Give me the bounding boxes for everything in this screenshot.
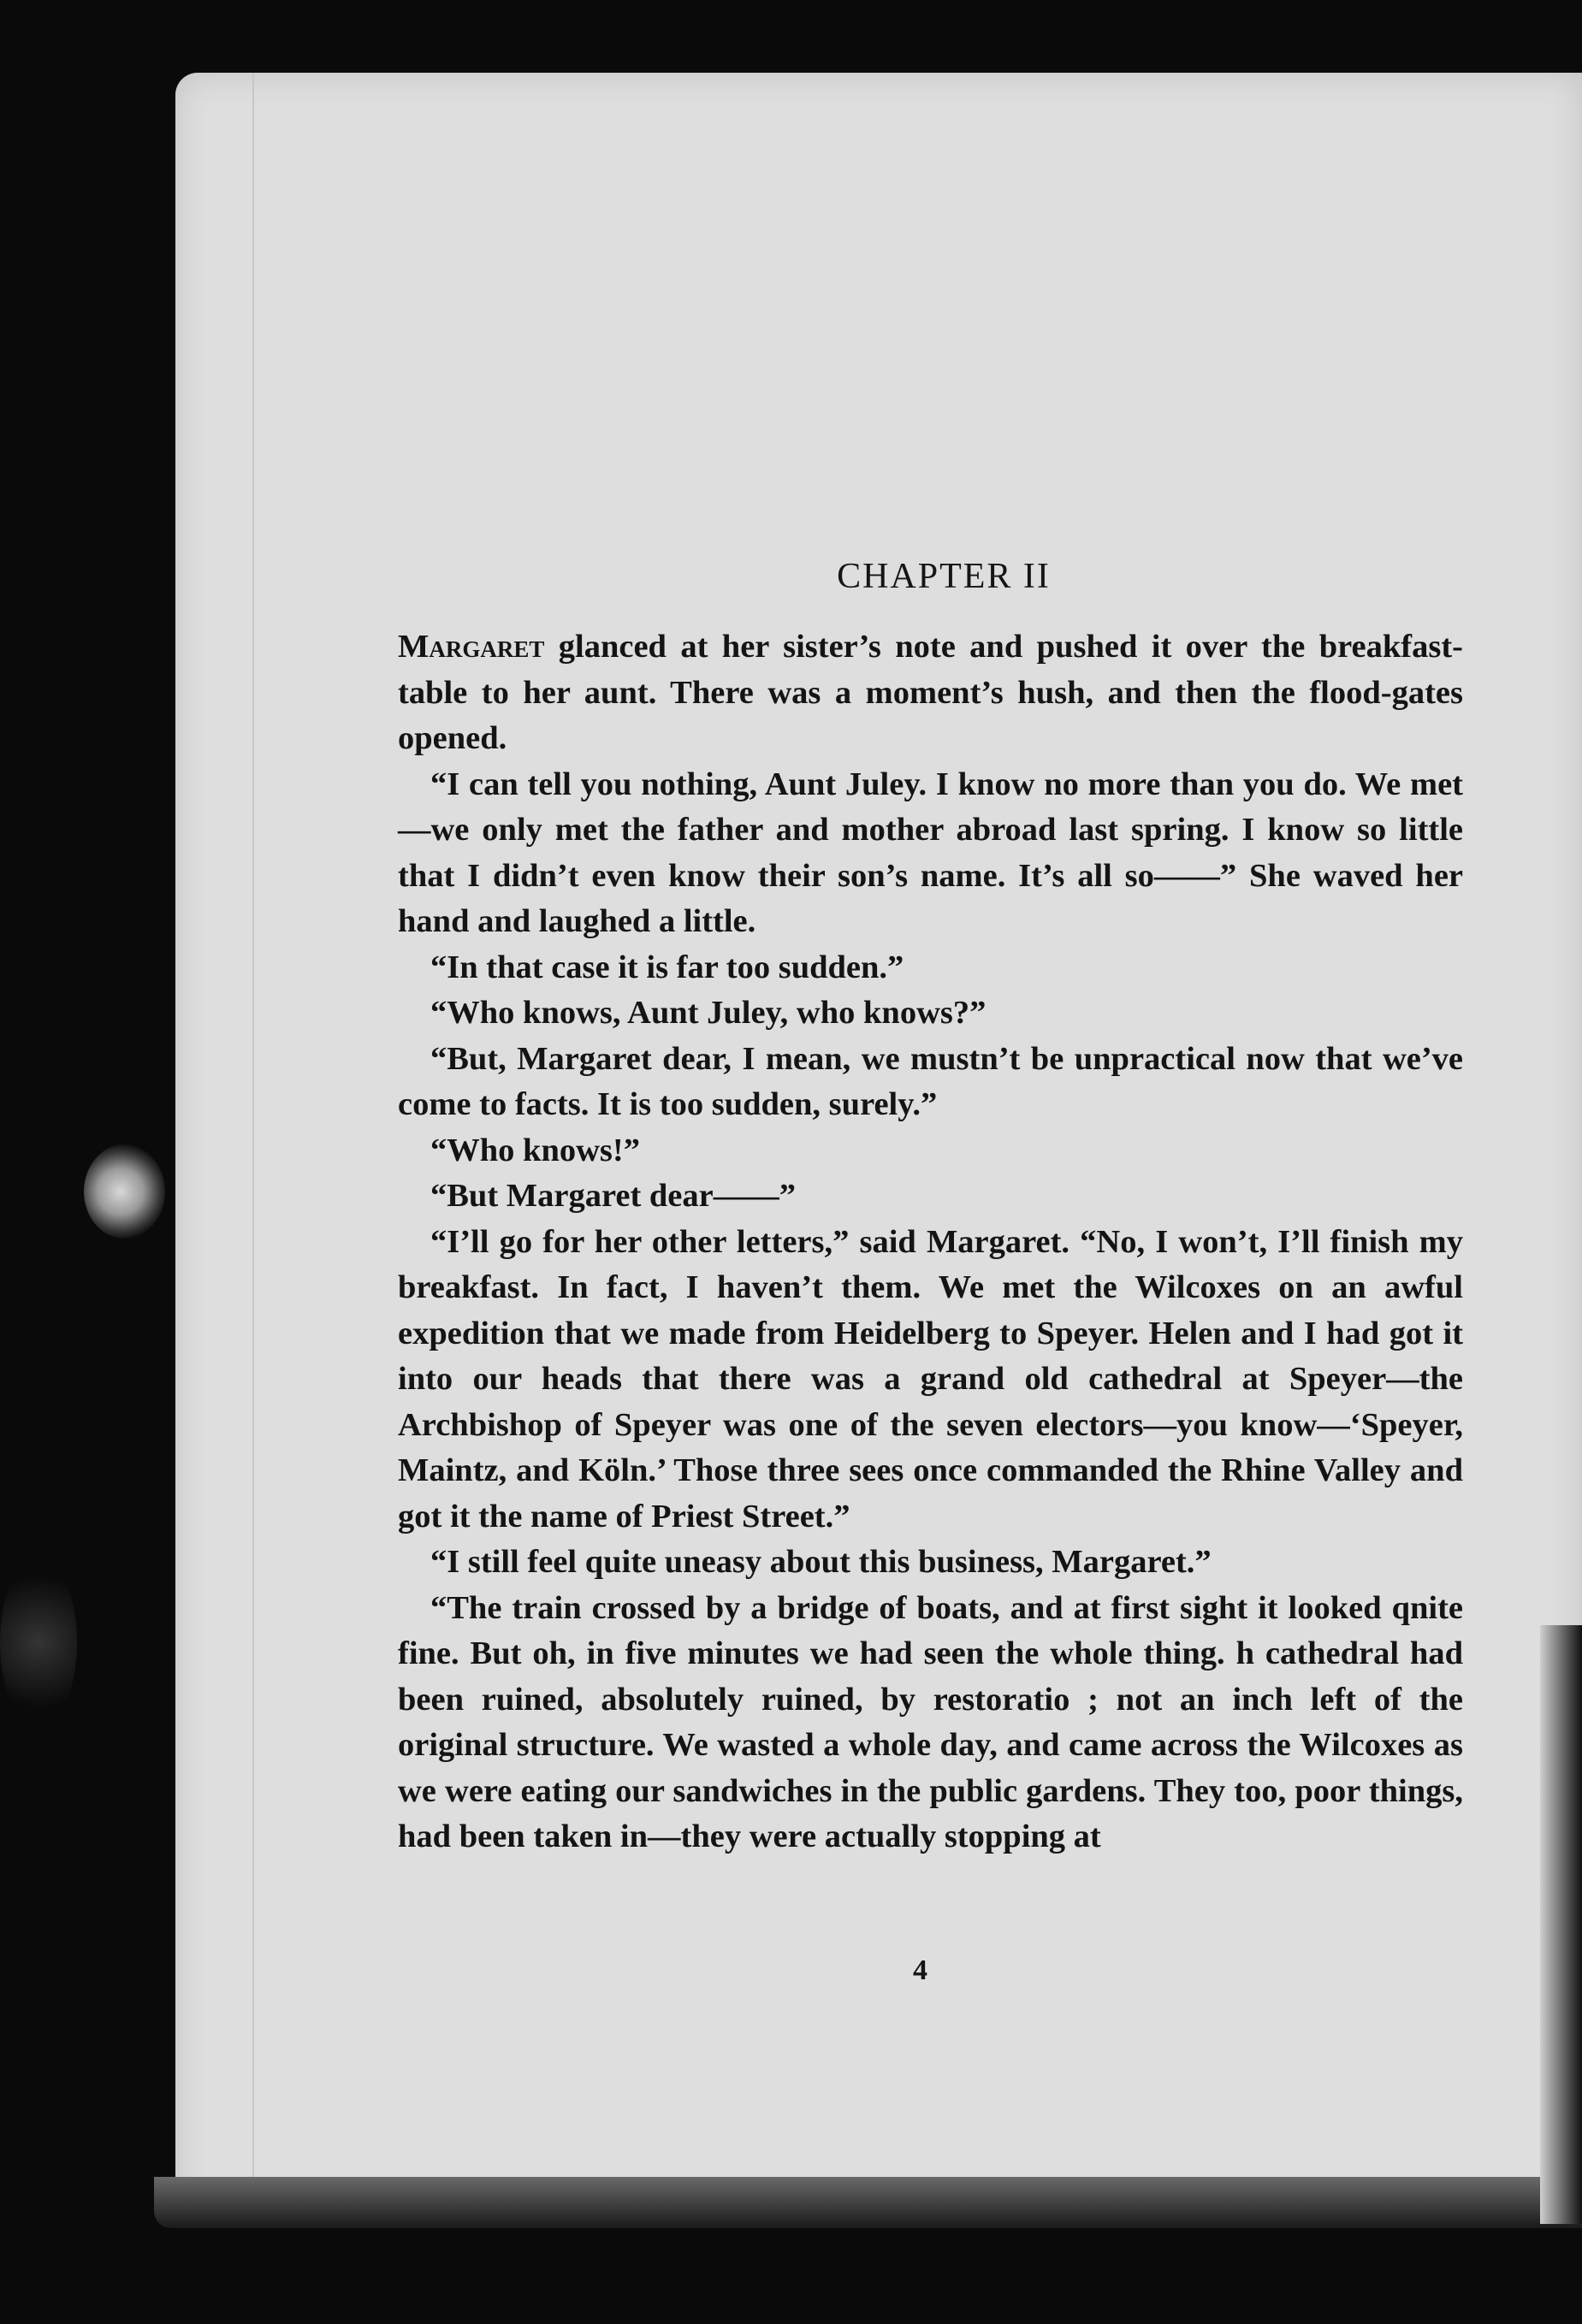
paragraph: “The train crossed by a bridge of boats, and at first sight it looked qnite fine. But oh, in five minutes we had seen the whole thing. h cathedral had been ruined, absolutely ruined, by restoratio ; not an inch left of the original structure. We wasted a whole day, and came across the Wilcoxes as we were eating our sandwiches in the public gardens. They too, poor things, had been taken in—they were actually stopping at xyxy=(398,1589,1463,1854)
paragraph: “But Margaret dear——” xyxy=(430,1178,796,1214)
chapter-title: CHAPTER II xyxy=(837,557,1051,596)
paragraph: “Who knows, Aunt Juley, who knows?” xyxy=(430,995,987,1031)
page-right-edge xyxy=(1540,1625,1582,2224)
paragraph: “Who knows!” xyxy=(430,1132,640,1168)
paragraph: “I still feel quite uneasy about this business, Margaret.” xyxy=(430,1544,1212,1580)
paragraph: “In that case it is far too sudden.” xyxy=(430,949,904,985)
paragraph-lead-word: Margaret xyxy=(398,629,545,665)
page-gutter-line xyxy=(252,73,254,2194)
page-bottom-edge xyxy=(154,2177,1582,2228)
scan-smudge xyxy=(84,1144,165,1239)
paragraph: “I’ll go for her other letters,” said Margaret. “No, I won’t, I’ll finish my breakfast. In fact, I haven’t them. We met the Wilcoxes on an awful expedition that we made from Heidelberg to Speyer. Helen and I had got it into our heads that there was a grand old cathedral at Speyer—the Archbishop of Speyer was one of the seven electors—you know—‘Speyer, Maintz, and Köln.’ Those three sees once commanded the Rhine Valley and got it the name of Priest Street.” xyxy=(398,1223,1463,1535)
chapter-body xyxy=(398,624,1463,1860)
paragraph-text: glanced at her sister’s note and pushed it over the breakfast-table to her aunt. There was a moment’s hush, and then the flood-gates opened. xyxy=(398,629,1463,756)
paragraph: “I can tell you nothing, Aunt Juley. I know no more than you do. We met—we only met the father and mother abroad last spring. I know so little that I didn’t even know their son’s name. It’s all so——” She waved her hand and laughed a little. xyxy=(398,766,1463,939)
scan-glow xyxy=(0,1557,77,1728)
page-number: 4 xyxy=(913,1954,927,1986)
paragraph: “But, Margaret dear, I mean, we mustn’t be unpractical now that we’ve come to facts. It is too sudden, surely.” xyxy=(398,1040,1463,1122)
paragraph xyxy=(398,624,1463,762)
